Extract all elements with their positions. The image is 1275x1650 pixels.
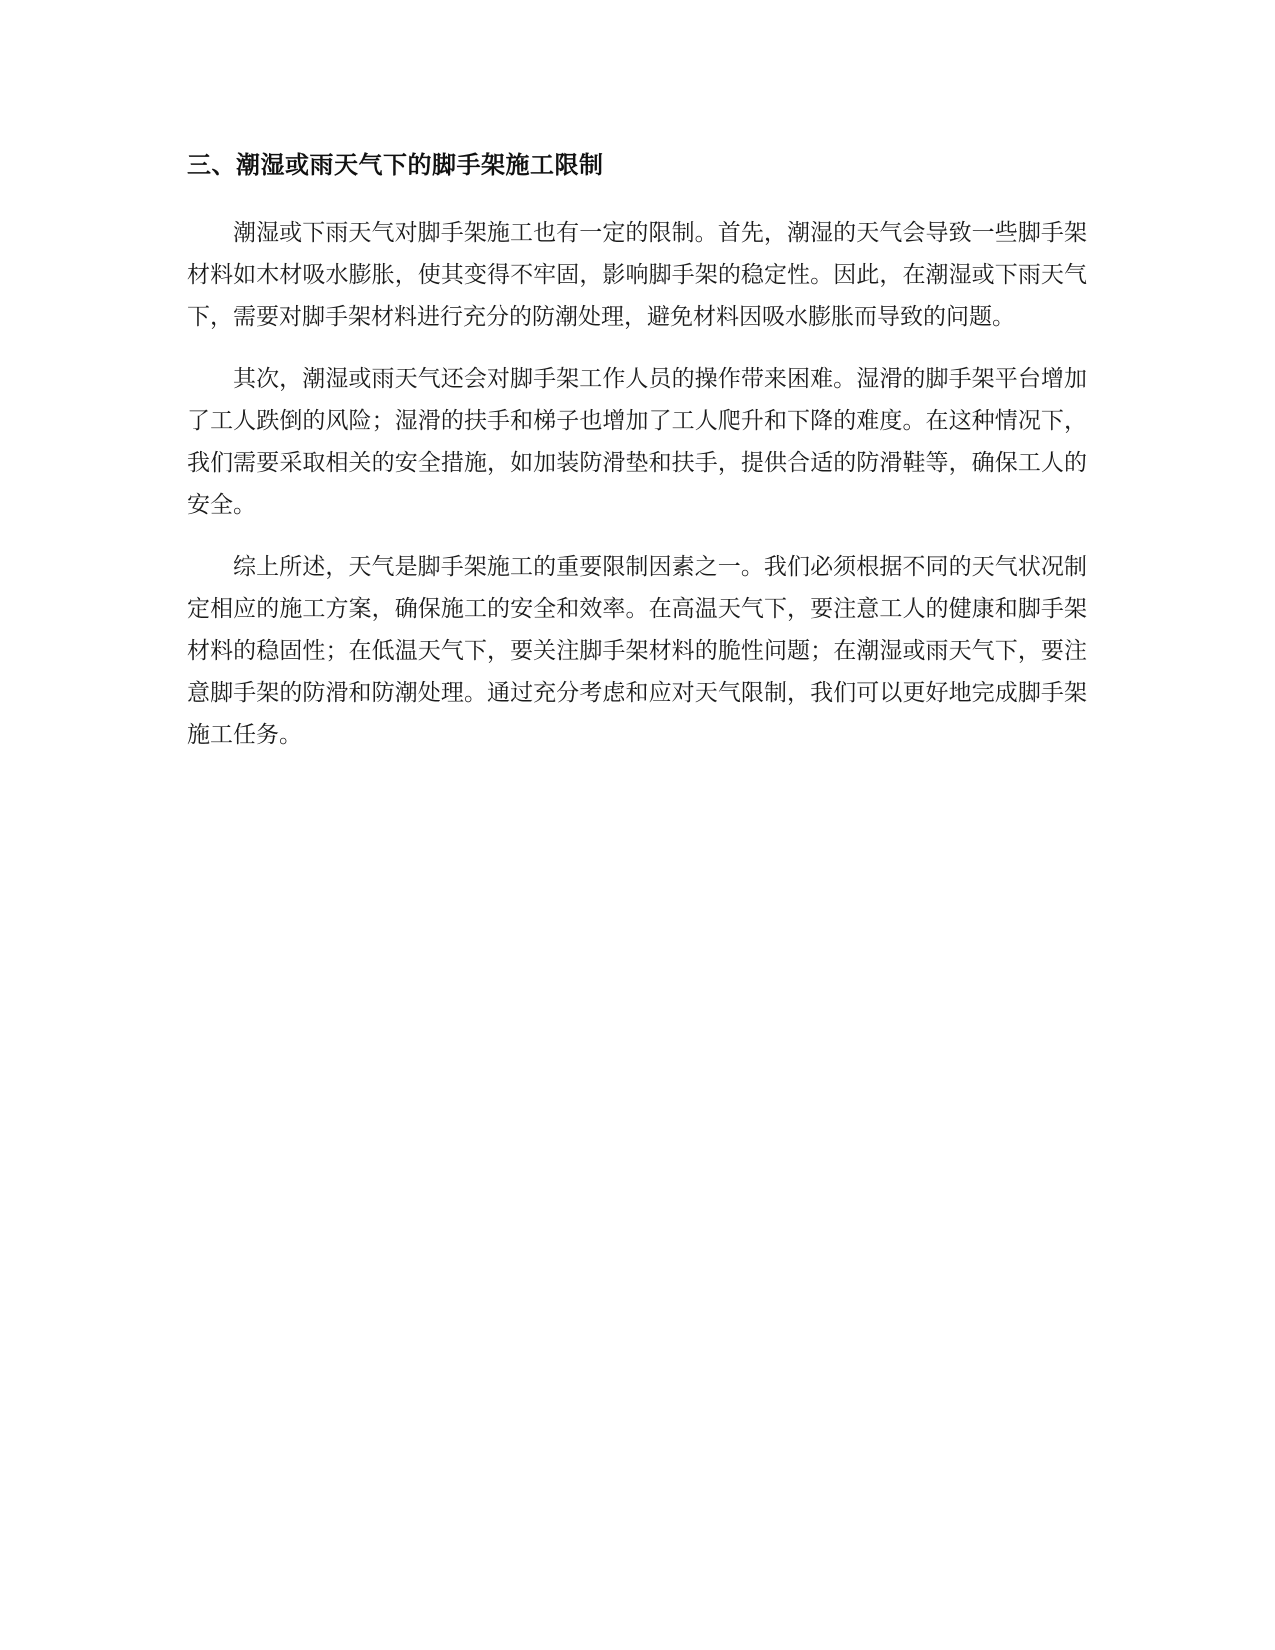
- document-body: [187, 148, 1087, 776]
- paragraph-2: 其次，潮湿或雨天气还会对脚手架工作人员的操作带来困难。湿滑的脚手架平台增加了工人跌倒的风险；湿滑的扶手和梯子也增加了工人爬升和下降的难度。在这种情况下，我们需要采取相关的安全措施，如加装防滑垫和扶手，提供合适的防滑鞋等，确保工人的安全。: [187, 366, 1087, 518]
- paragraph-1: 潮湿或下雨天气对脚手架施工也有一定的限制。首先，潮湿的天气会导致一些脚手架材料如木材吸水膨胀，使其变得不牢固，影响脚手架的稳定性。因此，在潮湿或下雨天气下，需要对脚手架材料进行充分的防潮处理，避免材料因吸水膨胀而导致的问题。: [187, 220, 1087, 330]
- paragraph-3: 综上所述，天气是脚手架施工的重要限制因素之一。我们必须根据不同的天气状况制定相应的施工方案，确保施工的安全和效率。在高温天气下，要注意工人的健康和脚手架材料的稳固性；在低温天气下，要关注脚手架材料的脆性问题；在潮湿或雨天气下，要注意脚手架的防滑和防潮处理。通过充分考虑和应对天气限制，我们可以更好地完成脚手架施工任务。: [187, 554, 1087, 748]
- section-heading: 三、潮湿或雨天气下的脚手架施工限制: [187, 151, 604, 179]
